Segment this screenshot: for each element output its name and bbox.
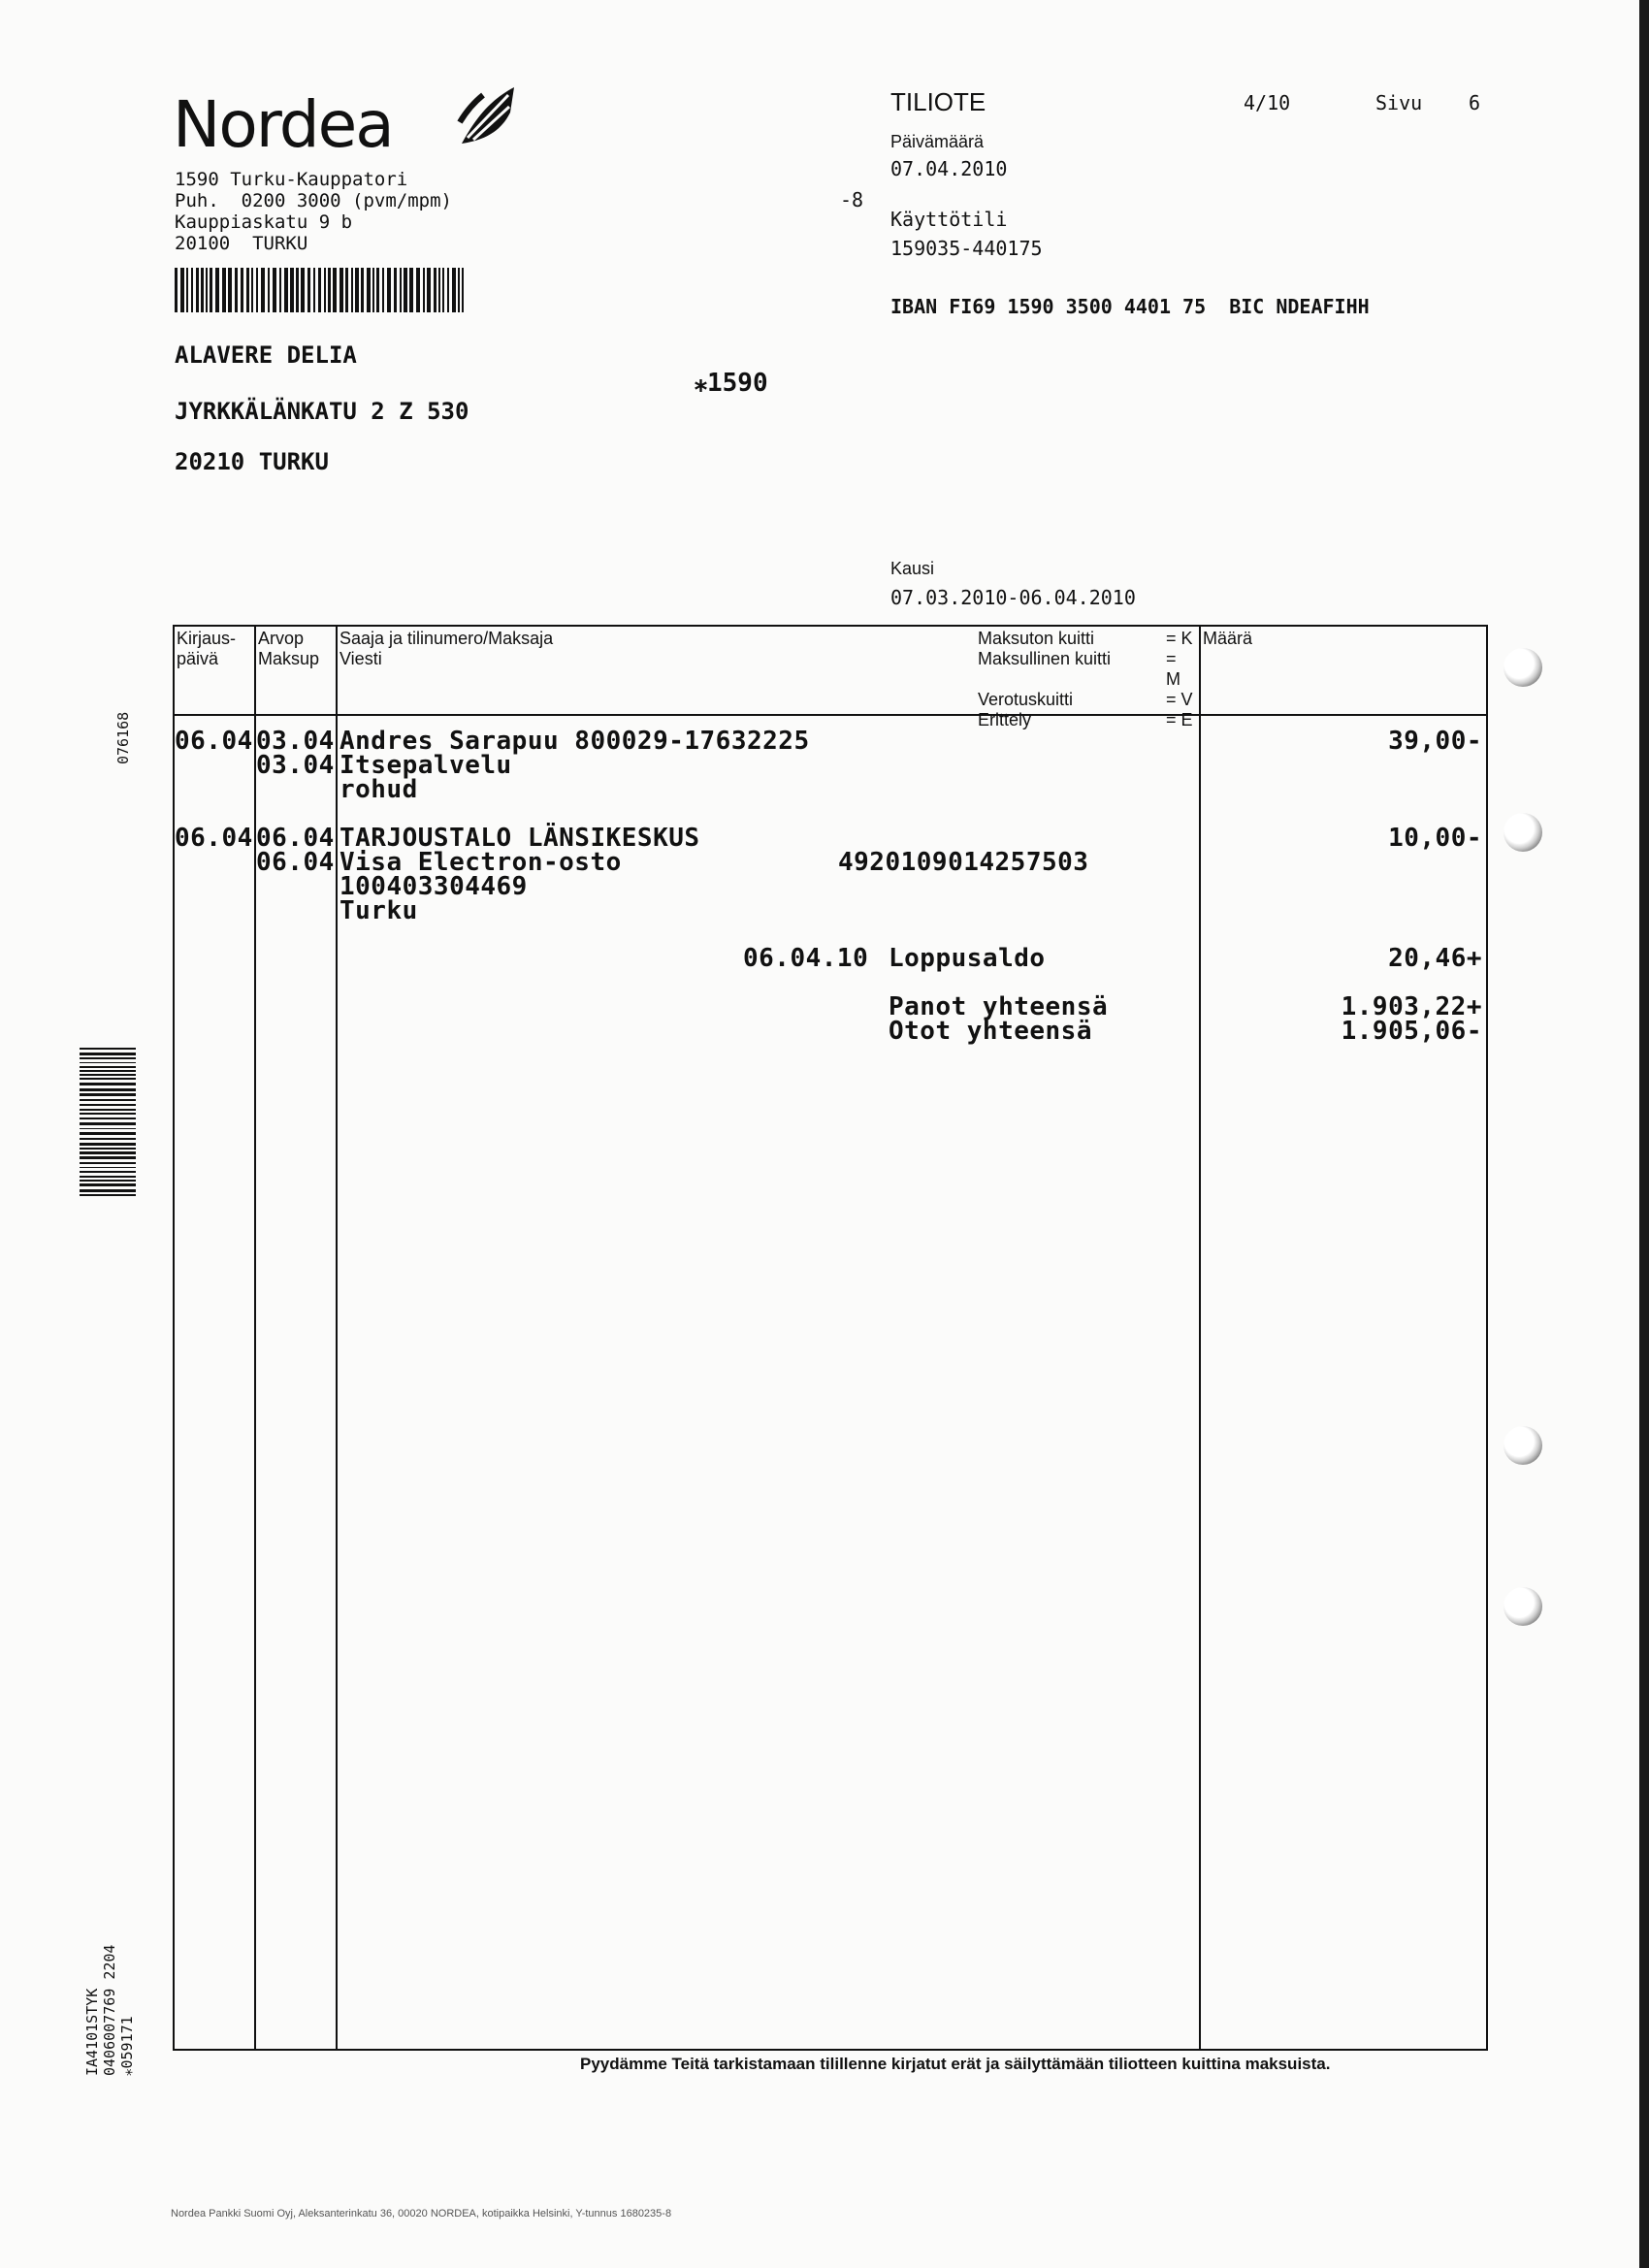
barcode-bar xyxy=(80,1099,136,1101)
legend-label: Verotuskuitti xyxy=(978,690,1074,709)
barcode-bar xyxy=(80,1113,136,1115)
address-barcode xyxy=(175,268,466,312)
barcode-bar xyxy=(80,1156,136,1159)
barcode-bar xyxy=(80,1066,136,1068)
barcode-bar xyxy=(438,268,440,312)
bank-phone: Puh. 0200 3000 (pvm/mpm) xyxy=(175,190,452,211)
barcode-bar xyxy=(340,268,343,312)
barcode-bar xyxy=(80,1183,136,1186)
booking-date: 06.04 xyxy=(175,824,253,853)
barcode-bar xyxy=(361,268,364,312)
booking-date: 06.04 xyxy=(175,727,253,756)
iban-line: IBAN FI69 1590 3500 4401 75 BIC NDEAFIHH xyxy=(890,295,1370,318)
barcode-bar xyxy=(318,268,321,312)
receipt-legend xyxy=(978,629,1195,730)
barcode-bar xyxy=(284,268,288,312)
value-date: 06.04 xyxy=(256,824,335,853)
closing-amount: 20,46+ xyxy=(1388,944,1482,973)
barcode-bar xyxy=(279,268,281,312)
legend-code: = K xyxy=(1166,629,1193,648)
barcode-bar xyxy=(416,268,420,312)
barcode-bar xyxy=(180,268,184,312)
barcode-bar xyxy=(175,268,178,312)
bottom-code-2: 0406007769 2204 xyxy=(101,1944,118,2076)
barcode-bar xyxy=(80,1057,136,1058)
period-label: Kausi xyxy=(890,559,935,578)
barcode-bar xyxy=(80,1171,136,1173)
barcode-bar xyxy=(447,268,449,312)
statement-title: TILIOTE xyxy=(890,87,986,116)
col-header-value-date: Arvop Maksup xyxy=(258,629,320,668)
customer-name: ALAVERE DELIA xyxy=(175,341,357,369)
col-header-booking: Kirjaus- päivä xyxy=(177,629,237,668)
customer-city: 20210 TURKU xyxy=(175,448,329,475)
barcode-bar xyxy=(80,1148,136,1150)
barcode-bar xyxy=(351,268,353,312)
payee: Andres Sarapuu 800029-17632225 xyxy=(340,727,810,756)
barcode-bar xyxy=(290,268,294,312)
barcode-bar xyxy=(80,1088,136,1091)
barcode-bar xyxy=(80,1180,136,1182)
message-line: Itsepalvelu xyxy=(340,751,512,780)
barcode-bar xyxy=(80,1062,136,1063)
barcode-bar xyxy=(80,1189,136,1192)
sivu-value: 6 xyxy=(1469,91,1481,114)
barcode-bar xyxy=(313,268,315,312)
barcode-bar xyxy=(80,1138,136,1139)
barcode-bar xyxy=(186,268,188,312)
barcode-bar xyxy=(328,268,331,312)
barcode-bar xyxy=(307,268,310,312)
barcode-bar xyxy=(80,1048,136,1050)
bank-branch: 1590 Turku-Kauppatori xyxy=(175,169,408,190)
legend-label: Maksullinen kuitti xyxy=(978,649,1112,668)
payee: TARJOUSTALO LÄNSIKESKUS xyxy=(340,824,700,853)
payment-date: 03.04 xyxy=(256,751,335,780)
bank-legal-line: Nordea Pankki Suomi Oyj, Aleksanterinkatu 36, 00020 NORDEA, kotipaikka Helsinki, Y-tunnus 1680235-8 xyxy=(171,2208,672,2219)
side-code: 076168 xyxy=(114,711,132,764)
punch-hole xyxy=(1504,1426,1542,1465)
barcode-bar xyxy=(206,268,208,312)
deposits-label: Panot yhteensä xyxy=(889,992,1109,1021)
barcode-bar xyxy=(256,268,258,312)
barcode-bar xyxy=(355,268,359,312)
barcode-bar xyxy=(80,1151,136,1153)
message-line: Turku xyxy=(340,896,418,925)
barcode-bar xyxy=(201,268,204,312)
barcode-bar xyxy=(80,1162,136,1164)
barcode-bar xyxy=(427,268,431,312)
message-line: Visa Electron-osto xyxy=(340,848,622,877)
barcode-bar xyxy=(324,268,326,312)
reference-number: 4920109014257503 xyxy=(838,848,1089,877)
logo-wordmark: Nordea xyxy=(173,87,393,162)
barcode-bar xyxy=(228,268,232,312)
barcode-bar xyxy=(442,268,444,312)
bank-street: Kauppiaskatu 9 b xyxy=(175,211,353,233)
legend-row xyxy=(978,649,1195,690)
barcode-bar xyxy=(235,268,238,312)
barcode-bar xyxy=(80,1083,136,1085)
col-header-payee: Saaja ja tilinumero/Maksaja Viesti xyxy=(340,629,554,668)
punch-hole xyxy=(1504,813,1542,852)
barcode-bar xyxy=(434,268,436,312)
barcode-bar xyxy=(333,268,337,312)
legend-row xyxy=(978,629,1195,649)
legend-row xyxy=(978,690,1195,710)
barcode-bar xyxy=(80,1104,136,1106)
barcode-bar xyxy=(210,268,212,312)
barcode-bar xyxy=(268,268,270,312)
barcode-bar xyxy=(261,268,265,312)
barcode-bar xyxy=(367,268,371,312)
barcode-bar xyxy=(251,268,254,312)
date-value: 07.04.2010 xyxy=(890,157,1008,180)
header-divider xyxy=(173,714,1488,716)
punch-hole xyxy=(1504,648,1542,687)
barcode-bar xyxy=(222,268,226,312)
legend-label: Erittely xyxy=(978,710,1032,729)
sivu-label: Sivu xyxy=(1375,91,1423,114)
account-value: 159035-440175 xyxy=(890,237,1043,260)
barcode-bar xyxy=(387,268,391,312)
amount: 39,00- xyxy=(1388,727,1482,756)
date-label: Päivämäärä xyxy=(890,132,985,151)
bank-address xyxy=(175,169,582,254)
message-line: 100403304469 xyxy=(340,872,528,901)
dash-eight: -8 xyxy=(840,188,864,211)
barcode-bar xyxy=(191,268,193,312)
account-label: Käyttötili xyxy=(890,208,1008,231)
withdrawals-amount: 1.905,06- xyxy=(1341,1017,1482,1046)
barcode-bar xyxy=(80,1053,136,1055)
closing-label: Loppusaldo xyxy=(889,944,1046,973)
customer-street: JYRKKÄLÄNKATU 2 Z 530 xyxy=(175,398,469,425)
barcode-bar xyxy=(394,268,398,312)
barcode-bar xyxy=(80,1109,136,1111)
closing-date: 06.04.10 xyxy=(743,944,869,973)
barcode-bar xyxy=(80,1078,136,1080)
barcode-bar xyxy=(80,1167,136,1168)
barcode-bar xyxy=(462,268,464,312)
barcode-bar xyxy=(273,268,276,312)
value-date: 03.04 xyxy=(256,727,335,756)
barcode-bar xyxy=(452,268,456,312)
col-header-amount: Määrä xyxy=(1203,629,1253,648)
barcode-bar xyxy=(404,268,407,312)
barcode-bar xyxy=(80,1132,136,1135)
col-divider xyxy=(336,625,338,2051)
legend-code: = M xyxy=(1166,649,1180,689)
barcode-bar xyxy=(215,268,219,312)
barcode-bar xyxy=(301,268,305,312)
amount: 10,00- xyxy=(1388,824,1482,853)
barcode-bar xyxy=(400,268,402,312)
side-barcode xyxy=(80,1048,136,1199)
message-line: rohud xyxy=(340,775,418,804)
nordea-sail-icon xyxy=(454,83,518,151)
bottom-code-3: ⁎059171 xyxy=(118,2016,136,2076)
payment-date: 06.04 xyxy=(256,848,335,877)
barcode-bar xyxy=(241,268,243,312)
barcode-bar xyxy=(80,1122,136,1125)
legend-code: = E xyxy=(1166,710,1193,729)
barcode-bar xyxy=(372,268,374,312)
barcode-bar xyxy=(80,1176,136,1177)
barcode-bar xyxy=(376,268,379,312)
barcode-bar xyxy=(80,1194,136,1196)
legend-row xyxy=(978,710,1195,730)
col-divider xyxy=(1199,625,1201,2051)
page-of: 4/10 xyxy=(1244,91,1291,114)
nordea-logo xyxy=(173,83,522,171)
barcode-bar xyxy=(345,268,348,312)
barcode-bar xyxy=(80,1074,136,1075)
barcode-bar xyxy=(409,268,413,312)
barcode-bar xyxy=(80,1070,136,1072)
barcode-bar xyxy=(458,268,460,312)
bank-city: 20100 TURKU xyxy=(175,233,308,254)
period-value: 07.03.2010-06.04.2010 xyxy=(890,586,1136,609)
deposits-amount: 1.903,22+ xyxy=(1341,992,1482,1021)
barcode-bar xyxy=(80,1143,136,1146)
star-code: ⁎1590 xyxy=(695,369,768,398)
barcode-bar xyxy=(246,268,249,312)
barcode-bar xyxy=(80,1093,136,1096)
barcode-bar xyxy=(80,1128,136,1129)
barcode-bar xyxy=(423,268,425,312)
scan-edge xyxy=(1639,0,1649,2268)
footer-note: Pyydämme Teitä tarkistamaan tilillenne kirjatut erät ja säilyttämään tiliotteen kuittina maksuista. xyxy=(580,2055,1331,2073)
legend-code: = V xyxy=(1166,690,1193,709)
legend-label: Maksuton kuitti xyxy=(978,629,1095,648)
punch-hole xyxy=(1504,1587,1542,1626)
withdrawals-label: Otot yhteensä xyxy=(889,1017,1092,1046)
barcode-bar xyxy=(382,268,384,312)
barcode-bar xyxy=(196,268,199,312)
bottom-code-1: IA4101STYK xyxy=(83,1988,101,2076)
barcode-bar xyxy=(296,268,299,312)
